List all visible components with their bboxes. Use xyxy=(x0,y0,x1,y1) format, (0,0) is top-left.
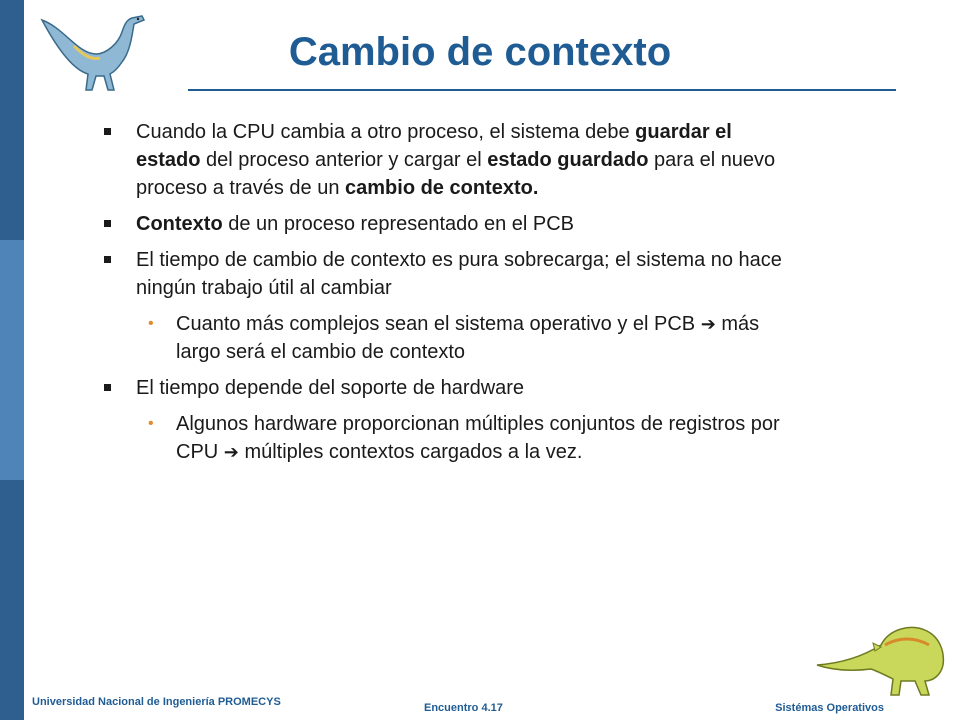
footer-slide-number: Encuentro 4.17 xyxy=(424,702,503,714)
right-arrow-icon: ➔ xyxy=(700,314,716,334)
footer-course: Sistémas Operativos xyxy=(775,702,884,714)
bullet-text-segment: del proceso anterior y cargar el xyxy=(200,149,488,171)
dot-bullet-icon: • xyxy=(148,415,154,432)
side-bar-middle xyxy=(0,240,24,480)
square-bullet-icon xyxy=(104,220,111,227)
bullet-text: El tiempo de cambio de contexto es pura sobrecarga; el sistema no hace ningún trabajo útil al cambiar xyxy=(136,249,782,299)
bullet-text-bold: Contexto xyxy=(136,213,223,235)
bullet-text xyxy=(176,313,759,363)
bullet-text-bold: estado guardado xyxy=(487,149,649,171)
dinosaur-icon xyxy=(34,6,152,94)
bullet-text-segment: más largo será el cambio de contexto xyxy=(176,313,760,363)
side-bar-bottom xyxy=(0,480,24,720)
sub-bullet-item xyxy=(100,410,790,466)
bullet-text xyxy=(136,213,574,235)
bullet-item xyxy=(100,246,790,302)
bullet-text-bold: cambio de contexto. xyxy=(345,177,539,199)
title-rule xyxy=(188,89,896,91)
bullet-text: El tiempo depende del soporte de hardware xyxy=(136,377,525,399)
slide-content xyxy=(100,118,790,474)
bullet-text-segment: para el nuevo proceso a través de un xyxy=(136,149,776,199)
bullet-text-segment: de un proceso representado en el PCB xyxy=(222,213,575,235)
square-bullet-icon xyxy=(104,128,111,135)
bullet-text-segment: Cuando la CPU cambia a otro proceso, el sistema debe xyxy=(136,121,636,143)
right-arrow-icon: ➔ xyxy=(223,442,239,462)
bullet-item xyxy=(100,374,790,402)
bullet-item xyxy=(100,118,790,202)
dot-bullet-icon: • xyxy=(148,315,154,332)
bullet-text-segment: múltiples contextos cargados a la vez. xyxy=(238,441,583,463)
slide-title: Cambio de contexto xyxy=(288,30,672,74)
bullet-text-segment: Algunos hardware proporcionan múltiples conjuntos de registros por CPU xyxy=(176,413,780,463)
square-bullet-icon xyxy=(104,256,111,263)
dinosaur-icon xyxy=(815,615,955,697)
footer-institution: Universidad Nacional de Ingeniería PROMECYS xyxy=(32,696,281,708)
square-bullet-icon xyxy=(104,384,111,391)
bullet-text xyxy=(136,121,775,199)
side-bar-top xyxy=(0,0,24,240)
bullet-text xyxy=(176,413,780,463)
bullet-text-bold: guardar el estado xyxy=(136,121,732,171)
bullet-text-segment: Cuanto más complejos sean el sistema operativo y el PCB xyxy=(176,313,701,335)
sub-bullet-item xyxy=(100,310,790,366)
bullet-item xyxy=(100,210,790,238)
